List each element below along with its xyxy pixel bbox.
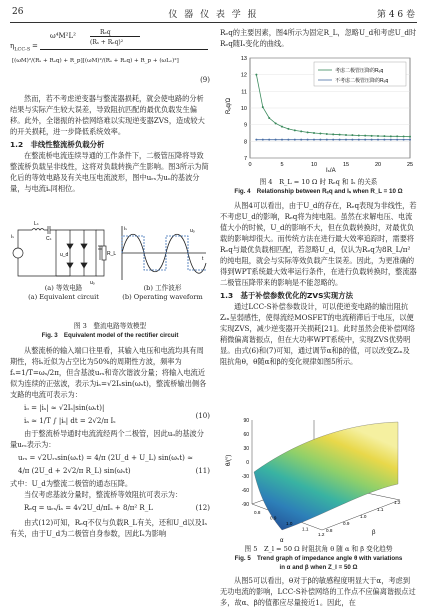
fig3-caption-cn: 图 3 整流电路等效模型	[73, 322, 147, 330]
series-1-point	[383, 135, 385, 137]
series-2-point	[345, 139, 347, 141]
equation-10	[24, 402, 210, 428]
series-1-point	[281, 126, 283, 128]
series-1-point	[319, 133, 321, 135]
right-column-top	[220, 27, 417, 49]
header-rule	[10, 22, 417, 23]
series-1-point	[390, 135, 392, 137]
series-1-point	[287, 128, 289, 130]
page-number: 26	[12, 7, 24, 17]
eq12-number: (12)	[195, 504, 210, 512]
equation-9	[10, 27, 210, 93]
series-1-point	[345, 134, 347, 136]
series-2-point	[275, 139, 277, 141]
right-paragraph-4: 从图5可以看出，θ对于β的敏感程度明显大于α，考虑到无功电流的影响，LCC-S补偿网络的工作点不应偏离谐振点过多，故α、β的值都应尽量接近1。因此，在	[220, 576, 416, 607]
beta-tick-label: 1.0	[360, 514, 367, 519]
series-1-point	[332, 133, 334, 135]
eq9-denominator: [(ωM)²/(Rₛ + Rₑq) + R_p][(ωM)²/(Rₛ + Rₑq) + R_p + (ωLₓ)²]	[12, 58, 179, 64]
eq9-fraction-bar	[40, 49, 208, 50]
series-2-point	[262, 139, 264, 141]
z-tick-label: -60	[241, 488, 249, 494]
z-tick-label: 60	[243, 432, 249, 438]
operating-waveform	[122, 226, 206, 280]
fig3b-caption-en: (b) Operating waveform	[122, 293, 203, 301]
equation-12	[24, 502, 210, 515]
paragraph-5: 式中：U_d为整流二极管的通态压降。	[10, 479, 133, 488]
series-1-point	[294, 129, 296, 131]
x-tick-label: 10	[310, 162, 318, 168]
equals-sign: =	[32, 42, 38, 50]
series-1-point	[403, 136, 405, 138]
alpha-tick-label: 1.0	[286, 521, 293, 526]
is-label: iₛ	[11, 234, 14, 240]
series-1-point	[364, 135, 366, 137]
alpha-tick-label: 0.9	[270, 515, 277, 521]
y-tick-label: 11	[241, 89, 247, 96]
eq10-line-b: iₐ ≈ 1/T ∫ |iₛ| dt = 2√2/π Iₛ	[24, 417, 116, 425]
alpha-tick-label: 1.2	[318, 532, 325, 537]
series-1-point	[275, 122, 277, 124]
z-tick-label: 30	[243, 446, 249, 452]
section-1-2-heading: 1.2 非线性整流桥负载分析	[10, 140, 105, 149]
series-2-point	[319, 139, 321, 141]
left-column	[10, 27, 210, 194]
beta-axis-label: β	[372, 530, 376, 536]
figure-5-surface	[222, 412, 417, 544]
series-2-point	[377, 139, 379, 141]
figure-3	[10, 218, 210, 316]
series-1-point	[396, 135, 398, 137]
ls-label: Lₛ	[34, 221, 39, 227]
right-paragraph-1: Rₑq的主要因素，图4所示为固定R_L，忽略U_d和考虑U_d时Rₑq随Iₛ变化的曲线。	[220, 28, 417, 48]
figure-3-diagrams	[10, 218, 210, 288]
y-tick-label: 10	[240, 106, 247, 112]
fig3a-caption-en: (a) Equivalent circuit	[28, 293, 99, 301]
series-1-point	[377, 135, 379, 137]
z-axis-label: θ/(°)	[226, 454, 232, 466]
series-2-point	[332, 139, 334, 141]
sine-waveform	[122, 234, 206, 273]
beta-tick-label: 1.1	[377, 507, 384, 512]
series-2-point	[351, 139, 353, 141]
series-2-point	[403, 139, 405, 141]
y-tick-label: 13	[240, 56, 247, 62]
series-2-point	[300, 139, 302, 141]
x-tick-label: 0	[248, 162, 252, 168]
fig3-caption-en: Fig. 3 Equivalent model of the rectifier circuit	[41, 332, 179, 339]
eq11-number: (11)	[195, 467, 210, 475]
series-2-point	[396, 139, 398, 141]
eq11-line-a: uᵣₛ = √2Uᵣₛsin(ωₛt) = 4/π (2U_d + U_L) sin(ωₛt) ≈	[18, 454, 194, 462]
series-2-point	[371, 139, 373, 141]
y-tick-label: 12	[240, 72, 247, 79]
fig3b-caption-cn: (b) 工作波形	[143, 284, 182, 292]
equivalent-circuit	[13, 226, 106, 276]
series-1-point	[268, 117, 270, 119]
eta-label: η	[10, 42, 15, 50]
series-1-point	[371, 135, 373, 137]
z-tick-label: -30	[241, 474, 249, 480]
y-tick-label: 8	[243, 139, 247, 146]
uo-label: uₒ	[90, 280, 95, 286]
fig3a-caption-cn: (a) 等效电路	[44, 284, 83, 292]
right-paragraph-3: 通过LCC-S补偿参数设计，可以使逆变电路的输出阻抗Zᵢₙ呈弱感性，使得流经MOSFET的电流稍滞后于电压，以便实现ZVS，减少逆变器开关损耗[21]。此时虽然会使补偿网络稍微偏离谐振点，但在大功率WPT系统中，实现ZVS优势明显。由式(6)和(7)可知，通过调节α和β的值，可以改变Zᵢₙ及阻抗角θ，θ随α和β的变化规律如图5所示。	[220, 302, 416, 366]
x-tick-label: 15	[342, 162, 350, 168]
alpha-axis-label: α	[280, 538, 284, 544]
fig5-caption-en1: Fig. 5 Trend graph of impedance angle θ with variations	[234, 555, 403, 562]
eq10-line-a: iₒ = |iₛ| ≈ √2Iₛ|sin(ωₛt)|	[24, 404, 105, 412]
right-column-bottom	[220, 575, 417, 608]
fig4-caption-en: Fig. 4 Relationship between Rₑq and Iₛ when R_L = 10 Ω	[234, 188, 403, 195]
series-1-point	[351, 134, 353, 136]
eq10-number: (10)	[195, 412, 210, 420]
series-2-point	[281, 139, 283, 141]
right-column-middle	[220, 200, 417, 367]
rl-label: R_L	[107, 251, 117, 257]
right-paragraph-2: 从图4可以看出，由于U_d的存在，Rₑq表现为非线性，若不考虑U_d的影响，Rₑq将为纯电阻。虽然在求解电压、电流值大小的时候，U_d的影响不大，但在负载转换时，对最优负载的影响却很大。而传统方法在进行最大效率追踪时，需要将Rₑq与最优负载相匹配，若忽略U_d，仅认为Rₑq为8R_L/π²的纯电阻，就会与实际等效负载产生误差。因此，为更准确的得到WPT系统最大效率运行条件，在进行负载转换时，整流器二极管压降带来的影响是不能忽略的。	[220, 201, 417, 287]
series-2-point	[358, 139, 360, 141]
eq11-line-b: 4/π (2U_d + 2√2/π R_L) sin(ωₛt)	[18, 467, 131, 475]
eta-sub: LCC-S	[14, 46, 31, 53]
series-2-point	[294, 139, 296, 141]
series-1-point	[307, 131, 309, 133]
series-1-point	[409, 136, 411, 138]
fig4-caption-cn: 图 4 R_L = 10 Ω 时 Rₑq 和 Iₛ 的关系	[259, 178, 378, 186]
series-1-point	[326, 133, 328, 135]
paragraph-2: 在整流桥电流连续导通的工作条件下，二极管压降将导致整流桥负载呈非线性，这将对负载转换产生影响。图3所示为简化后的等效电路及有关电压电流波形，图中uᵣₛ为uₒ的基波分量，与电流iₛ同相位。	[10, 151, 209, 193]
series-2-point	[268, 139, 270, 141]
wave-uo-label: uₒ	[190, 228, 195, 234]
eq12-body: Rₑq = uᵣₛ/iₛ = 4√2U_d/πIₛ + 8/π² R_L	[24, 504, 153, 512]
impedance-angle-surface	[254, 422, 398, 530]
series-2-point	[307, 139, 309, 141]
eq9-number: (9)	[200, 76, 210, 84]
wave-is-label: iₛ	[124, 226, 127, 232]
series-2-point	[255, 139, 257, 141]
z-tick-label: 0	[246, 460, 249, 466]
y-axis-label: Rₑq/Ω	[226, 97, 232, 114]
series-2-point	[364, 139, 366, 141]
series-2-point	[383, 139, 385, 141]
series-2-point	[390, 139, 392, 141]
paragraph-4: 由于整流桥导通时电流流经两个二极管，因此uₒ的基波分量uᵣₛ表示为：	[10, 429, 204, 449]
eq9-inner-numerator: Rₑq	[100, 29, 111, 36]
legend-label: 不考虑二极管压降的Rₑq	[335, 78, 389, 84]
series-2-point	[409, 139, 411, 141]
series-1-point	[358, 135, 360, 137]
alpha-tick-label: 0.8	[254, 510, 261, 515]
uds-label: u_d	[60, 252, 69, 258]
wave-t-label: t	[202, 256, 204, 262]
beta-tick-label: 0.8	[326, 528, 333, 533]
volume-label: 第 4 6 卷	[376, 10, 415, 20]
series-1-point	[255, 74, 257, 76]
y-tick-label: 9	[243, 122, 247, 129]
y-tick-label: 7	[243, 156, 247, 162]
fig5-caption-cn: 图 5 Z_l = 50 Ω 时阻抗角 θ 随 α 和 β 变化趋势	[244, 545, 393, 553]
cs-label: Cₛ	[46, 236, 52, 242]
section-1-3-heading: 1.3 基于补偿参数优化的ZVS实现方法	[220, 291, 353, 300]
series-1-point	[313, 132, 315, 134]
z-tick-label: 90	[243, 418, 249, 424]
series-2-point	[326, 139, 328, 141]
left-column-lower	[10, 345, 210, 539]
paragraph-7: 由式(12)可知，Rₑq不仅与负载R_L有关，还和U_d以及Iₛ有关，由于U_d为二极管自身参数，因此Iₛ为影响	[10, 518, 208, 538]
equation-11	[18, 452, 210, 478]
series-2-point	[313, 139, 315, 141]
paragraph-1: 然而，若不考虑逆变器与整流器损耗，就会使电路的分析结果与实际产生较大误差，导致阻抗匹配的最优负载发生偏移。此外，全谐振的补偿网络难以实现逆变器ZVS，造成较大的开关损耗，进一步降低系统效率。	[10, 94, 205, 136]
paragraph-3: 从整流桥的输入端口往里看，其输入电压和电流均具有周期性，将iₛ近似为占空比为50%的周期性方波，频率为fₛ=1/T=ωₛ/2π，但含基波uᵣₛ和奇次谐波分量；将输入电流近似为连续的正弦波，表示为iₛ=√2Iₛsin(ωₛt)，整流桥输出侧各支路的电流可表示为：	[10, 346, 207, 399]
figure-4-chart	[222, 52, 417, 174]
legend-label: 考虑二极管压降的Rₑq	[335, 68, 384, 74]
eq9-inner-denominator: (Rₛ + Rₑq)²	[90, 39, 124, 46]
z-tick-label: -90	[241, 502, 249, 508]
series-1-point	[339, 134, 341, 136]
eq9-numerator: ω⁴M²L²	[50, 32, 76, 40]
journal-title: 仪 器 仪 表 学 报	[168, 10, 259, 20]
x-axis-label: Iₛ/A	[326, 168, 336, 174]
series-1-point	[262, 106, 264, 108]
series-1-point	[300, 130, 302, 132]
beta-tick-label: 1.2	[394, 500, 401, 505]
series-2-point	[287, 139, 289, 141]
series-2-point	[339, 139, 341, 141]
x-tick-label: 20	[374, 162, 382, 168]
beta-tick-label: 0.9	[343, 521, 350, 526]
fig5-caption-en2: in α and β when Z_l = 50 Ω	[279, 564, 358, 571]
alpha-tick-label: 1.1	[302, 526, 309, 532]
source-symbol	[13, 248, 23, 258]
x-tick-label: 25	[406, 162, 414, 168]
paragraph-6: 当仅考虑基波分量时，整流桥等效阻抗可表示为：	[24, 490, 183, 499]
x-tick-label: 5	[280, 162, 284, 168]
